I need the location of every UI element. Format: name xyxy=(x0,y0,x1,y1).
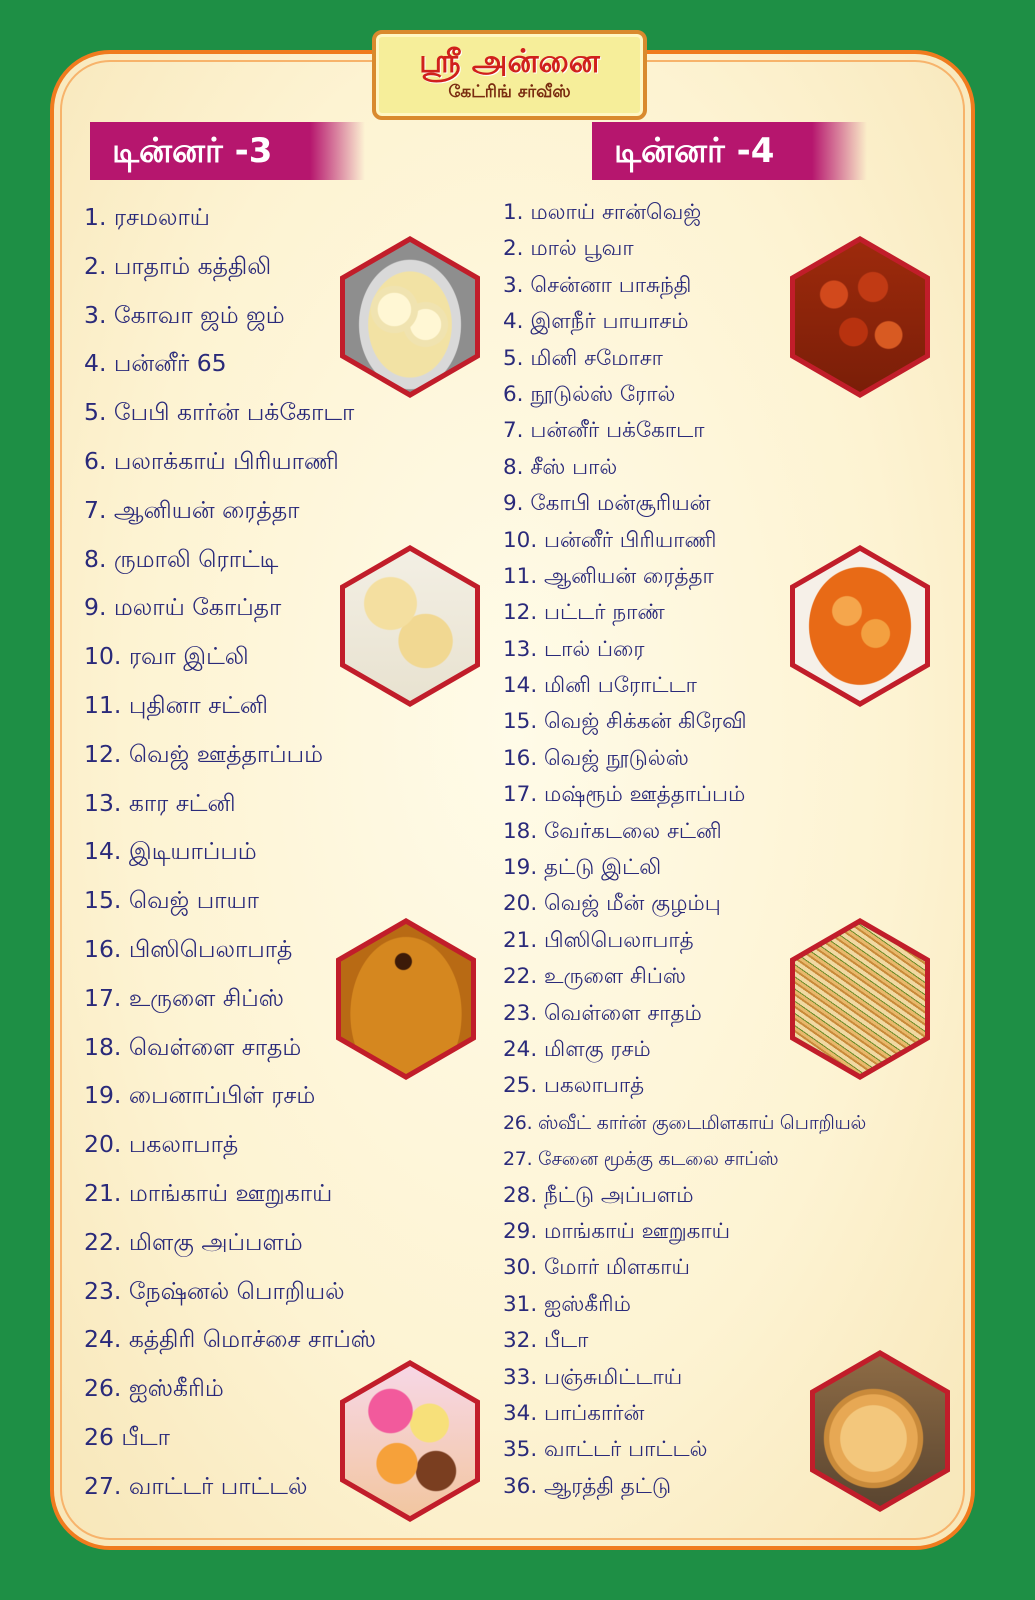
menu-item: 10. ரவா இட்லி xyxy=(84,642,249,671)
menu-item: 2. மால் பூவா xyxy=(503,236,634,262)
menu-item: 28. நீட்டு அப்பளம் xyxy=(503,1182,694,1208)
menu-item: 12. பட்டர் நாண் xyxy=(503,600,665,626)
menu-item: 26. ஸ்வீட் கார்ன் குடைமிளகாய் பொறியல் xyxy=(503,1111,866,1134)
menu-item: 3. கோவா ஜம் ஜம் xyxy=(84,300,285,329)
menu-item: 23. நேஷ்னல் பொறியல் xyxy=(84,1276,345,1305)
menu-item: 21. பிஸிபெலாபாத் xyxy=(503,927,694,953)
menu-item: 35. வாட்டர் பாட்டல் xyxy=(503,1437,708,1463)
menu-item: 6. பலாக்காய் பிரியாணி xyxy=(84,446,339,475)
menu-item: 31. ஐஸ்கீரிம் xyxy=(503,1291,631,1317)
menu-item: 17. உருளை சிப்ஸ் xyxy=(84,983,284,1012)
menu-item: 18. வேர்கடலை சட்னி xyxy=(503,818,722,844)
menu-item: 11. புதினா சட்னி xyxy=(84,690,268,719)
menu-item: 15. வெஜ் பாயா xyxy=(84,886,259,915)
menu-item: 33. பஞ்சுமிட்டாய் xyxy=(503,1364,683,1390)
menu-item: 17. மஷ்ரூம் ஊத்தாப்பம் xyxy=(503,782,746,808)
menu-item: 27. வாட்டர் பாட்டல் xyxy=(84,1471,308,1500)
menu-item: 20. பகலாபாத் xyxy=(84,1130,239,1159)
menu-item: 16. பிஸிபெலாபாத் xyxy=(84,934,293,963)
menu-item: 19. பைனாப்பிள் ரசம் xyxy=(84,1081,316,1110)
dinner-3-list xyxy=(84,193,376,1511)
menu-item: 4. இளநீர் பாயாசம் xyxy=(503,309,689,335)
brand-logo xyxy=(372,30,647,120)
menu-item: 27. சேனை மூக்கு கடலை சாப்ஸ் xyxy=(503,1148,779,1171)
menu-item: 23. வெள்ளை சாதம் xyxy=(503,1000,702,1026)
menu-item: 11. ஆனியன் ரைத்தா xyxy=(503,563,714,589)
menu-item: 22. மிளகு அப்பளம் xyxy=(84,1227,303,1256)
menu-item: 7. பன்னீர் பக்கோடா xyxy=(503,418,705,444)
menu-item: 8. சீஸ் பால் xyxy=(503,454,618,480)
menu-item: 36. ஆரத்தி தட்டு xyxy=(503,1473,672,1499)
menu-item: 32. பீடா xyxy=(503,1328,589,1354)
menu-item: 9. மலாய் கோப்தா xyxy=(84,593,282,622)
menu-item: 3. சென்னா பாசுந்தி xyxy=(503,272,692,298)
menu-item: 34. பாப்கார்ன் xyxy=(503,1400,645,1426)
menu-item: 6. நூடுல்ஸ் ரோல் xyxy=(503,381,676,407)
dinner-4-list xyxy=(503,195,866,1505)
menu-item: 13. டால் ப்ரை xyxy=(503,636,645,662)
menu-item: 13. கார சட்னி xyxy=(84,788,236,817)
menu-item: 4. பன்னீர் 65 xyxy=(84,349,227,378)
menu-item: 22. உருளை சிப்ஸ் xyxy=(503,964,686,990)
menu-item: 5. மினி சமோசா xyxy=(503,345,663,371)
dinner-4-heading: டின்னர் -4 xyxy=(592,122,867,180)
menu-item: 16. வெஜ் நூடுல்ஸ் xyxy=(503,745,689,771)
menu-item: 12. வெஜ் ஊத்தாப்பம் xyxy=(84,739,324,768)
menu-item: 18. வெள்ளை சாதம் xyxy=(84,1032,302,1061)
menu-item: 15. வெஜ் சிக்கன் கிரேவி xyxy=(503,709,747,735)
menu-item: 20. வெஜ் மீன் குழம்பு xyxy=(503,891,721,917)
menu-item: 14. மினி பரோட்டா xyxy=(503,673,697,699)
menu-item: 10. பன்னீர் பிரியாணி xyxy=(503,527,717,553)
menu-item: 1. மலாய் சான்வெஜ் xyxy=(503,200,702,225)
menu-item: 30. மோர் மிளகாய் xyxy=(503,1255,690,1281)
menu-item: 2. பாதாம் கத்திலி xyxy=(84,251,272,280)
menu-item: 24. மிளகு ரசம் xyxy=(503,1036,651,1062)
menu-item: 25. பகலாபாத் xyxy=(503,1073,645,1099)
dinner-3-heading: டின்னர் -3 xyxy=(90,122,365,180)
menu-item: 26 பீடா xyxy=(84,1422,170,1451)
menu-item: 19. தட்டு இட்லி xyxy=(503,855,662,881)
menu-item: 8. ருமாலி ரொட்டி xyxy=(84,544,279,573)
menu-item: 21. மாங்காய் ஊறுகாய் xyxy=(84,1178,333,1207)
menu-item: 26. ஐஸ்கீரிம் xyxy=(84,1374,224,1403)
menu-item: 7. ஆனியன் ரைத்தா xyxy=(84,495,300,524)
menu-item: 14. இடியாப்பம் xyxy=(84,837,257,866)
brand-name: ஸ்ரீ அன்னை xyxy=(419,42,600,80)
menu-item: 5. பேபி கார்ன் பக்கோடா xyxy=(84,398,355,427)
menu-item: 1. ரசமலாய் xyxy=(84,203,210,231)
brand-tagline: கேட்ரிங் சர்வீஸ் xyxy=(448,82,571,102)
menu-item: 29. மாங்காய் ஊறுகாய் xyxy=(503,1218,731,1244)
menu-item: 9. கோபி மன்சூரியன் xyxy=(503,491,711,517)
menu-item: 24. கத்திரி மொச்சை சாப்ஸ் xyxy=(84,1325,377,1354)
